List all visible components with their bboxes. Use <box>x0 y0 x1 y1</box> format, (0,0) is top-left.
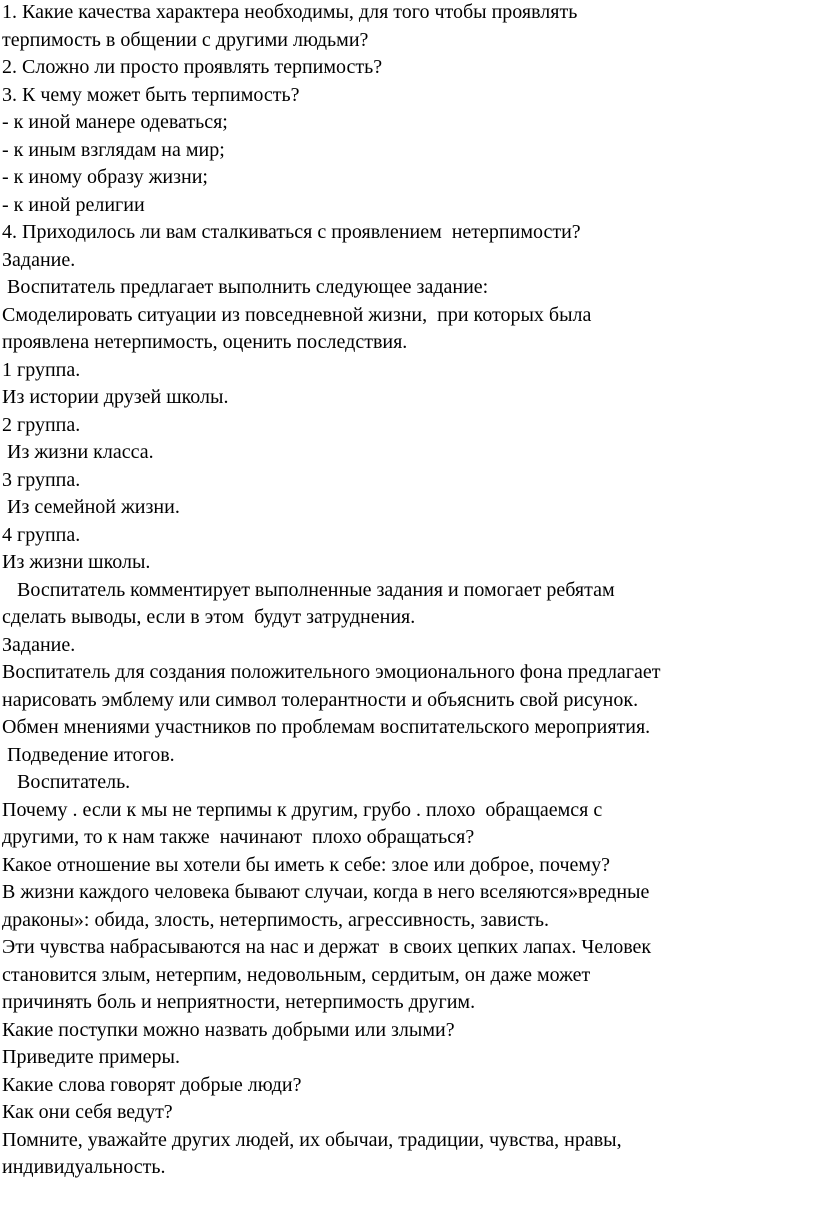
text-line: 3. К чему может быть терпимость? <box>2 83 300 106</box>
text-line: становится злым, нетерпим, недовольным, сердитым, он даже может <box>2 963 591 986</box>
text-line: другими, то к нам также начинают плохо обращаться? <box>2 826 475 848</box>
text-line: Подведение итогов. <box>2 743 175 766</box>
text-line: Из жизни класса. <box>2 441 154 463</box>
text-line: Смоделировать ситуации из повседневной жизни, при которых была <box>2 303 592 326</box>
text-line: Приведите примеры. <box>2 1046 180 1068</box>
text-line: 1 группа. <box>2 358 81 381</box>
text-line: - к иному образу жизни; <box>2 166 208 188</box>
text-line: проявлена нетерпимость, оценить последствия. <box>2 331 408 353</box>
text-line: - к иной религии <box>2 193 145 216</box>
document-page <box>2 0 814 1182</box>
text-line: Воспитатель комментирует выполненные задания и помогает ребятам <box>2 578 615 601</box>
text-line: сделать выводы, если в этом будут затруднения. <box>2 606 416 628</box>
text-line: Какое отношение вы хотели бы иметь к себе: злое или доброе, почему? <box>2 853 610 876</box>
text-line: Воспитатель предлагает выполнить следующее задание: <box>2 276 489 298</box>
text-line: причинять боль и неприятности, нетерпимость другим. <box>2 991 476 1013</box>
text-line: Почему . если к мы не терпимы к другим, грубо . плохо обращаемся с <box>2 798 603 821</box>
text-line: 2 группа. <box>2 413 81 436</box>
text-line: 2. Сложно ли просто проявлять терпимость? <box>2 56 383 78</box>
text-line: Какие поступки можно назвать добрыми или злыми? <box>2 1018 455 1041</box>
text-line: Задание. <box>2 633 76 656</box>
text-line: Из семейной жизни. <box>2 496 180 518</box>
text-line: 3 группа. <box>2 468 81 491</box>
text-line: Воспитатель. <box>2 771 131 793</box>
text-line: Из истории друзей школы. <box>2 386 229 408</box>
text-line: индивидуальность. <box>2 1156 166 1178</box>
text-line: драконы»: обида, злость, нетерпимость, агрессивность, зависть. <box>2 908 549 931</box>
text-line: нарисовать эмблему или символ толерантности и объяснить свой рисунок. <box>2 688 639 711</box>
text-line: Из жизни школы. <box>2 551 151 573</box>
text-line: Помните, уважайте других людей, их обычаи, традиции, чувства, нравы, <box>2 1128 622 1151</box>
text-line: В жизни каждого человека бывают случаи, когда в него вселяются»вредные <box>2 881 650 903</box>
text-line: 4 группа. <box>2 523 81 546</box>
text-line: Как они себя ведут? <box>2 1101 173 1123</box>
text-line: Обмен мнениями участников по проблемам воспитательского мероприятия. <box>2 716 651 738</box>
text-line: Задание. <box>2 248 76 271</box>
text-line: - к иным взглядам на мир; <box>2 138 225 161</box>
text-line: Воспитатель для создания положительного эмоционального фона предлагает <box>2 661 661 683</box>
text-line: 4. Приходилось ли вам сталкиваться с проявлением нетерпимости? <box>2 221 581 243</box>
text-line: - к иной манере одеваться; <box>2 111 228 133</box>
text-line: Эти чувства набрасываются на нас и держат в своих цепких лапах. Человек <box>2 936 652 958</box>
text-line: терпимость в общении с другими людьми? <box>2 28 369 51</box>
text-line: Какие слова говорят добрые люди? <box>2 1073 302 1096</box>
text-line: 1. Какие качества характера необходимы, для того чтобы проявлять <box>2 1 578 23</box>
